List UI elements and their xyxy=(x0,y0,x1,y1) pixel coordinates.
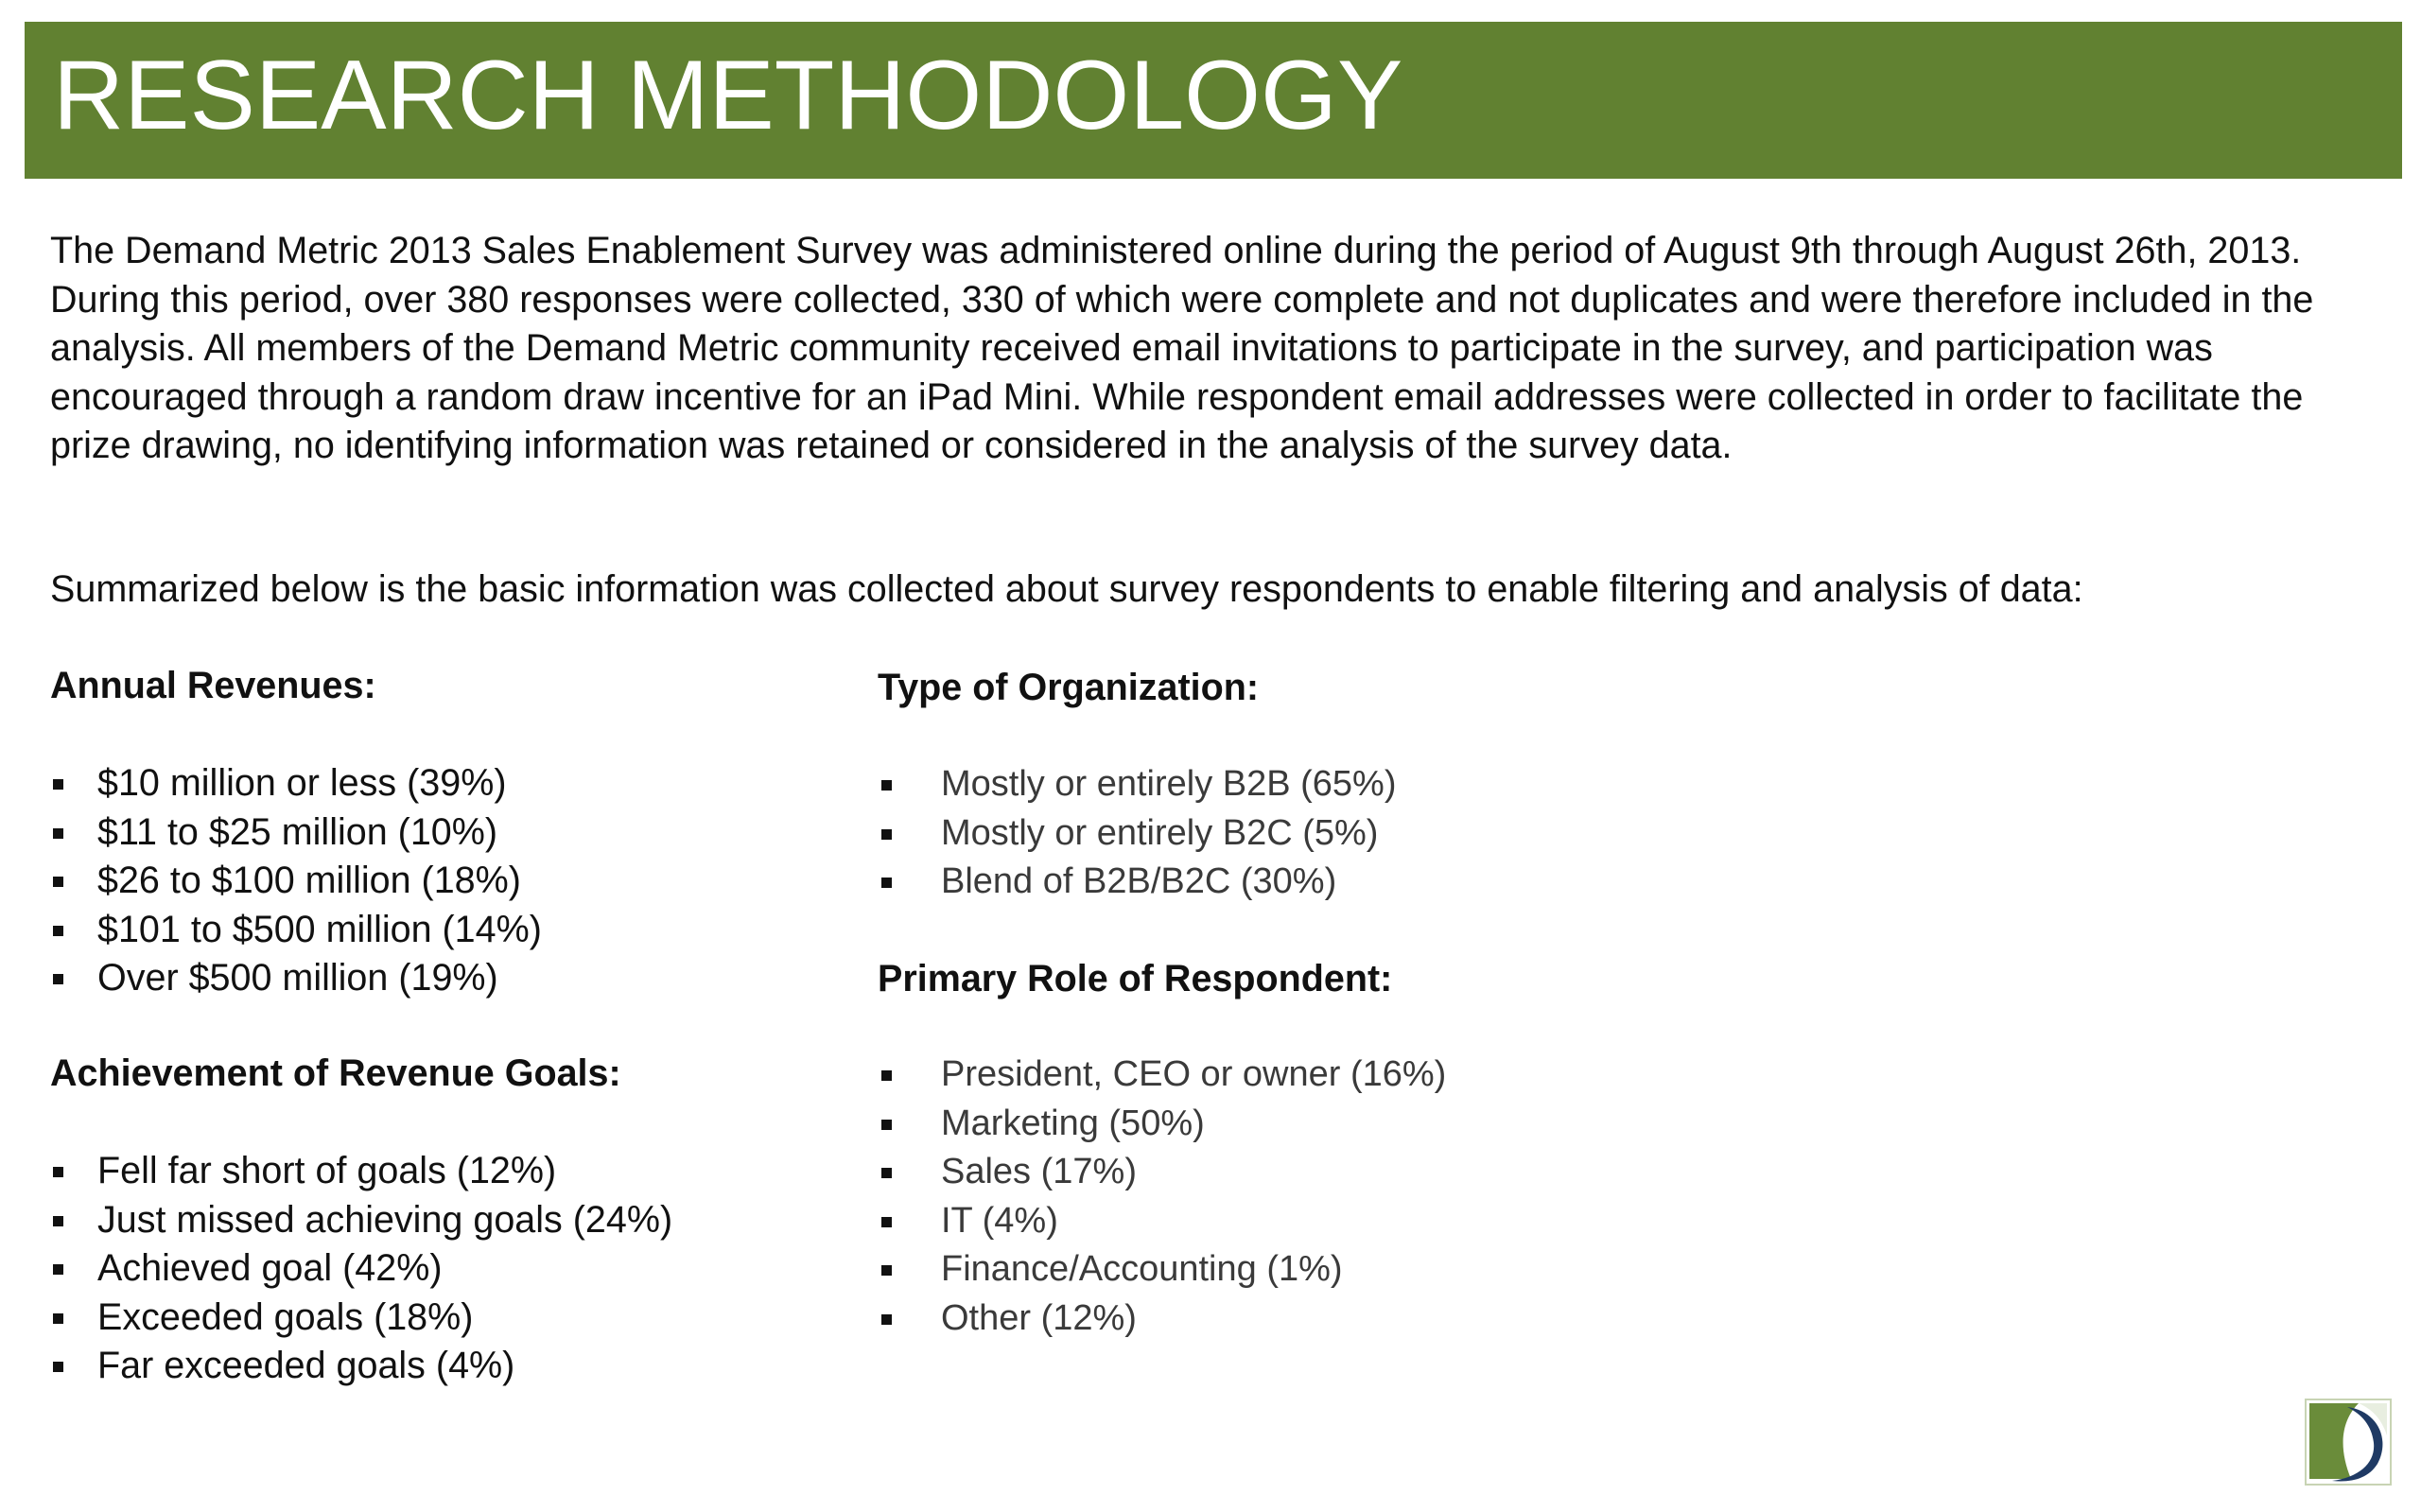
bullet-icon xyxy=(53,828,63,839)
bullet-icon xyxy=(881,1314,892,1325)
logo-graphic xyxy=(2304,1398,2393,1486)
bullet-icon xyxy=(53,1313,63,1324)
bullet-icon xyxy=(881,829,892,840)
summary-paragraph: Summarized below is the basic information was collected about survey respondents to enable filtering and analysis of data: xyxy=(50,568,2083,610)
bullet-icon xyxy=(53,1167,63,1177)
respondent-role-heading: Primary Role of Respondent: xyxy=(878,958,1393,999)
bullet-icon xyxy=(53,779,63,790)
bullet-icon xyxy=(53,974,63,984)
organization-type-heading: Type of Organization: xyxy=(878,667,1260,708)
bullet-icon xyxy=(881,1120,892,1130)
bullet-icon xyxy=(881,1217,892,1227)
revenue-goals-heading: Achievement of Revenue Goals: xyxy=(50,1052,621,1094)
bullet-icon xyxy=(881,878,892,888)
annual-revenues-heading: Annual Revenues: xyxy=(50,665,376,706)
bullet-icon xyxy=(53,1362,63,1372)
bullet-icon xyxy=(881,1070,892,1081)
title-bar xyxy=(25,22,2402,179)
bullet-icon xyxy=(53,926,63,936)
bullet-icon xyxy=(53,1216,63,1226)
bullet-icon xyxy=(881,1265,892,1276)
intro-paragraph: The Demand Metric 2013 Sales Enablement Survey was administered online during the period of August 9th through August 26th, 2013. During this period, over 380 responses were collected, 330 of which were complete and not duplicates and were therefore included in the analysis. All members of the Demand Metric community received email invitations to participate in the survey, and participation was encouraged through a random draw incentive for an iPad Mini. While respondent email addresses were collected in order to facilitate the prize drawing, no identifying information was retained or considered in the analysis of the survey data. xyxy=(50,230,2314,466)
page-title: RESEARCH METHODOLOGY xyxy=(53,41,1403,150)
bullet-icon xyxy=(53,877,63,887)
bullet-icon xyxy=(881,780,892,791)
demand-metric-logo-icon xyxy=(2304,1398,2393,1486)
bullet-icon xyxy=(53,1264,63,1275)
bullet-icon xyxy=(881,1168,892,1178)
